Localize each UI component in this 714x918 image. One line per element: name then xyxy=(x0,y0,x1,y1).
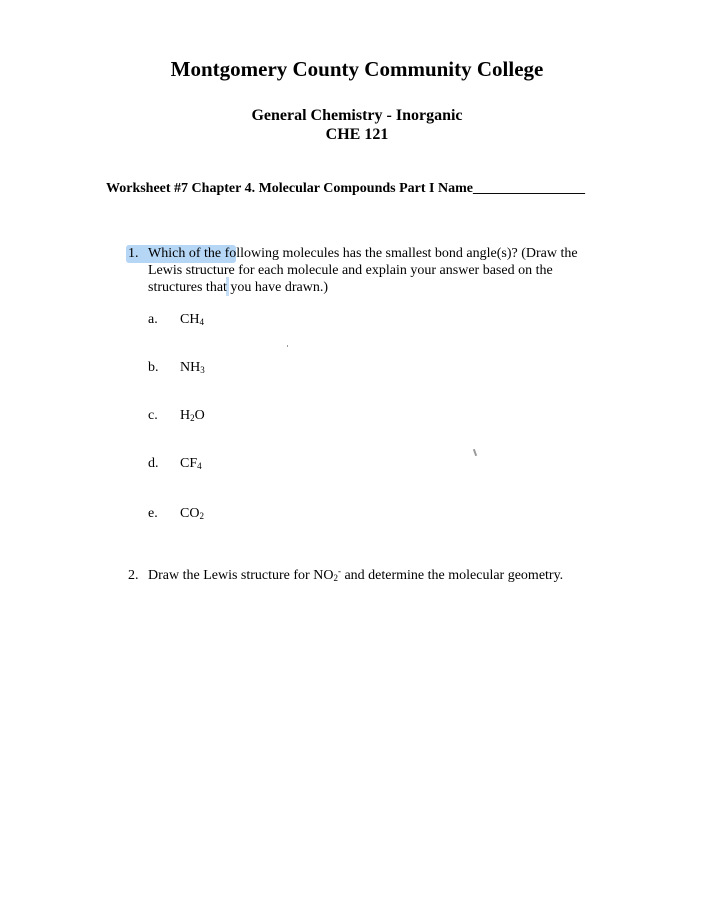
option-letter: e. xyxy=(148,506,158,521)
question-1-line: Which of the following molecules has the smallest bond angle(s)? (Draw the xyxy=(148,246,578,261)
option-letter: d. xyxy=(148,456,159,471)
option-formula: $NH_3$ xyxy=(180,360,205,375)
option-letter: c. xyxy=(148,408,158,423)
option-letter: a. xyxy=(148,312,158,327)
question-2 xyxy=(128,566,564,584)
option-formula: $CO_2$ xyxy=(180,506,204,521)
option-formula: $CF_4$ xyxy=(180,456,202,471)
option-formula: $CH_4$ xyxy=(180,312,204,327)
scan-speck xyxy=(473,449,477,456)
question-1-text xyxy=(148,245,598,296)
option-letter: b. xyxy=(148,360,159,375)
course-name: General Chemistry - Inorganic xyxy=(251,107,463,124)
question-1-number: 1. xyxy=(128,246,139,261)
option-formula: $H_2O$ xyxy=(180,408,205,423)
question-1-line: structures that you have drawn.) xyxy=(148,280,328,295)
question-2-text: Draw the Lewis structure for $NO_2^-$ and determine the molecular geometry. xyxy=(148,566,564,583)
college-title: Montgomery County Community College xyxy=(170,57,544,81)
question-2-number: 2. xyxy=(128,568,139,583)
scan-speck xyxy=(287,345,288,347)
course-code: CHE 121 xyxy=(325,126,389,143)
question-1-line: Lewis structure for each molecule and explain your answer based on the xyxy=(148,263,553,278)
worksheet-title-line: Worksheet #7 Chapter 4. Molecular Compounds Part I Name________________ xyxy=(106,181,585,196)
course-heading xyxy=(0,106,714,144)
